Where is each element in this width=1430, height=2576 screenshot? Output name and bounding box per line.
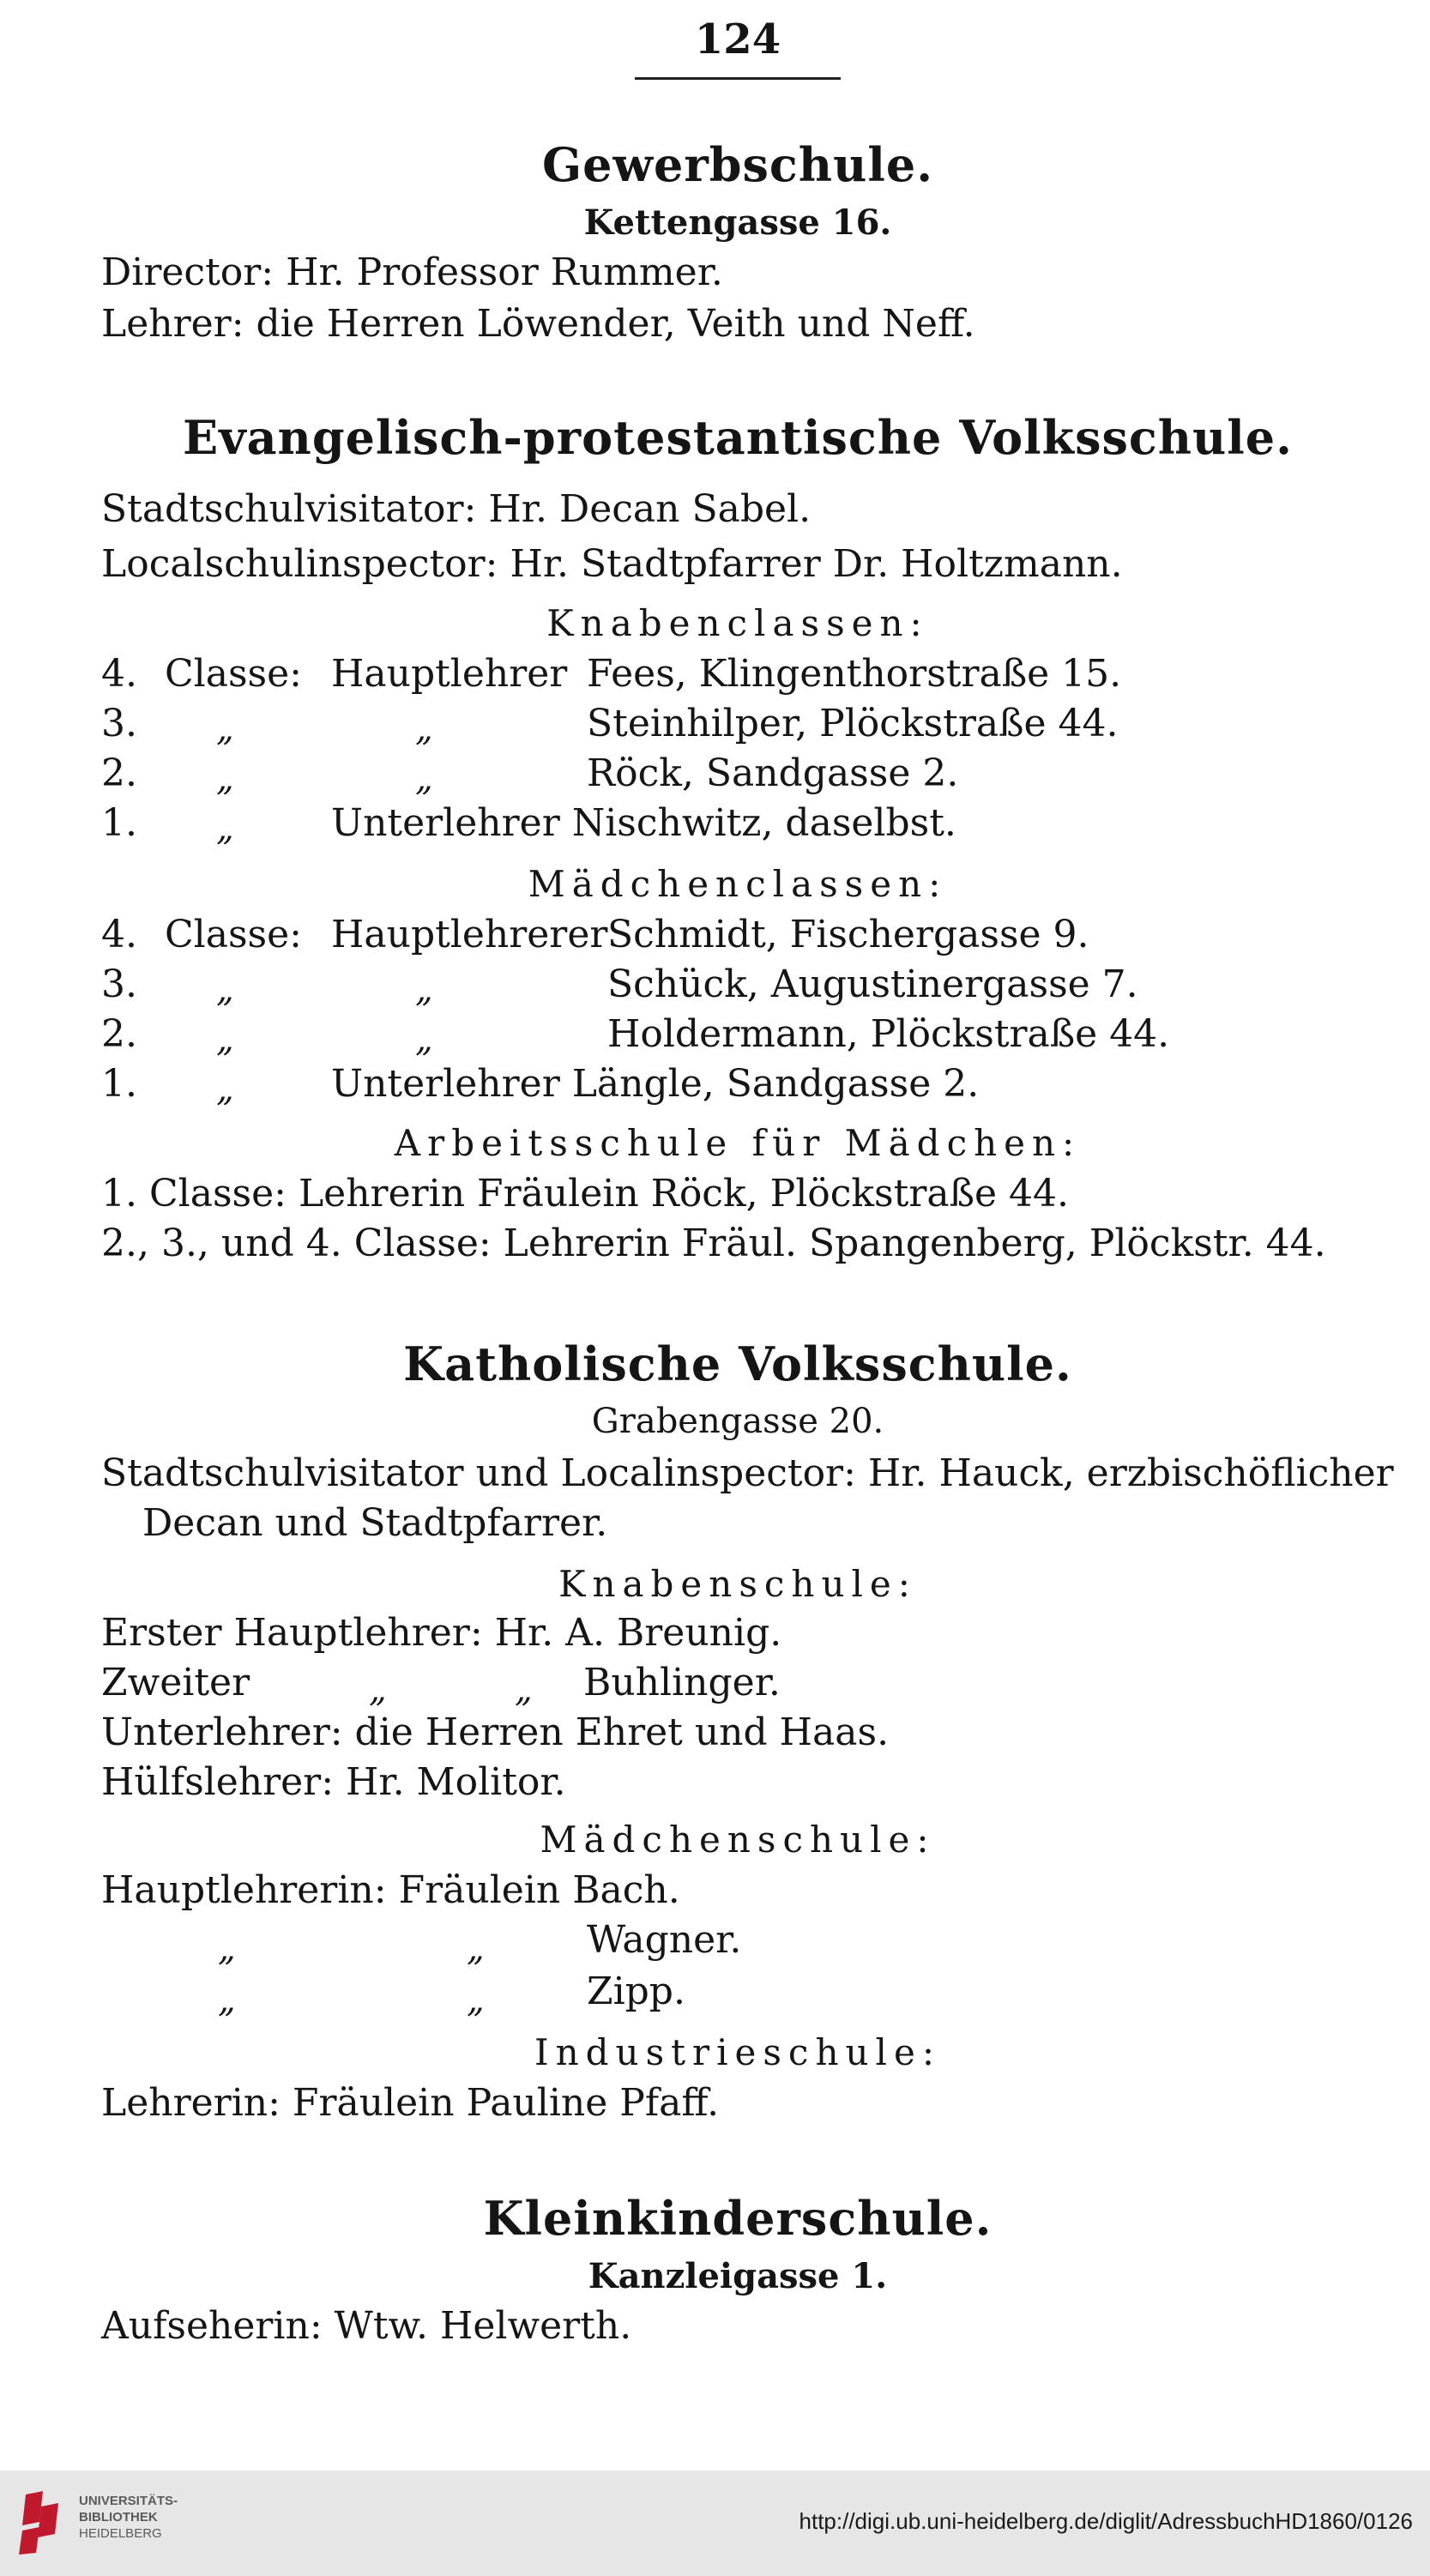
boys-row-name: Röck, Sandgasse 2.	[587, 751, 959, 795]
evangelisch-boys-heading: Knabenclassen:	[546, 602, 929, 644]
gewerbschule-director: Director: Hr. Professor Rummer.	[101, 250, 723, 294]
katholisch-teacher-3-ditto-1: „	[218, 1981, 236, 2020]
katholisch-under-teachers: Unterlehrer: die Herren Ehret und Haas.	[101, 1710, 890, 1754]
boys-row-role: „	[415, 759, 433, 799]
girls-row-role: „	[415, 1020, 433, 1059]
evangelisch-girls-heading: Mädchenclassen:	[528, 863, 948, 905]
girls-row-num: 2.	[101, 1012, 137, 1056]
page-number: 124	[694, 15, 781, 63]
library-name-line3: HEIDELBERG	[79, 2526, 162, 2541]
katholisch-first-teacher: Erster Hauptlehrer: Hr. A. Breunig.	[101, 1611, 782, 1655]
boys-row-num: 3.	[101, 702, 137, 745]
katholisch-visitator-1: Stadtschulvisitator und Localinspector: Hr. Hauck, erzbischöflicher	[101, 1451, 1394, 1495]
boys-row-name: Unterlehrer Nischwitz, daselbst.	[331, 801, 956, 845]
boys-row-role: Hauptlehrer	[331, 652, 568, 696]
girls-row-label: Classe:	[165, 913, 302, 956]
section-title-kleinkinder: Kleinkinderschule.	[483, 2191, 993, 2246]
boys-row-name: Steinhilper, Plöckstraße 44.	[587, 702, 1119, 745]
girls-row-label: „	[216, 1070, 234, 1109]
girls-row-num: 4.	[101, 913, 137, 956]
girls-row-role: Hauptlehrerer	[331, 913, 608, 956]
evangelisch-visitator: Stadtschulvisitator: Hr. Decan Sabel.	[101, 487, 812, 531]
katholisch-teacher-3: Zipp.	[587, 1970, 685, 2013]
footer-bar	[0, 2470, 1430, 2576]
girls-row-name: Schmidt, Fischergasse 9.	[607, 913, 1089, 956]
library-name-line2: BIBLIOTHEK	[79, 2510, 158, 2525]
katholisch-head-teacher: Hauptlehrerin: Fräulein Bach.	[101, 1868, 680, 1912]
katholisch-second-label: Zweiter	[101, 1661, 250, 1704]
evangelisch-inspector: Localschulinspector: Hr. Stadtpfarrer Dr. Holtzmann.	[101, 542, 1123, 586]
girls-row-num: 1.	[101, 1062, 137, 1106]
boys-row-label: „	[216, 709, 234, 749]
girls-row-name: Schück, Augustinergasse 7.	[607, 962, 1138, 1006]
section-title-gewerbschule: Gewerbschule.	[542, 137, 933, 192]
evangelisch-work-heading: Arbeitsschule für Mädchen:	[394, 1122, 1082, 1164]
kleinkinder-supervisor: Aufseherin: Wtw. Helwerth.	[101, 2304, 632, 2348]
katholisch-teacher-2: Wagner.	[587, 1918, 742, 1962]
katholisch-second-name: Buhlinger.	[583, 1661, 781, 1704]
boys-row-label: Classe:	[165, 652, 302, 696]
library-name	[79, 2493, 178, 2542]
boys-row-num: 4.	[101, 652, 137, 696]
boys-row-num: 1.	[101, 801, 137, 845]
gewerbschule-teachers: Lehrer: die Herren Löwender, Veith und Neff.	[101, 302, 975, 346]
girls-row-label: „	[216, 1020, 234, 1059]
girls-row-num: 3.	[101, 962, 137, 1006]
boys-row-num: 2.	[101, 751, 137, 795]
boys-row-name: Fees, Klingenthorstraße 15.	[587, 652, 1122, 696]
library-name-line1: UNIVERSITÄTS-	[79, 2494, 178, 2508]
katholisch-industry-heading: Industrieschule:	[534, 2031, 941, 2073]
katholisch-address: Grabengasse 20.	[591, 1402, 884, 1441]
girls-row-label: „	[216, 970, 234, 1010]
girls-row-name: Unterlehrer Längle, Sandgasse 2.	[331, 1062, 980, 1106]
katholisch-second-ditto-1: „	[369, 1670, 387, 1710]
boys-row-label: „	[216, 759, 234, 799]
gewerbschule-address: Kettengasse 16.	[583, 202, 892, 243]
section-title-katholisch: Katholische Volksschule.	[403, 1336, 1072, 1391]
katholisch-teacher-3-ditto-2: „	[467, 1981, 485, 2020]
katholisch-boys-heading: Knabenschule:	[558, 1563, 917, 1605]
boys-row-role: „	[415, 709, 433, 749]
katholisch-second-ditto-2: „	[515, 1670, 533, 1710]
university-library-logo-icon	[14, 2488, 65, 2556]
digital-source-link[interactable]: http://digi.ub.uni-heidelberg.de/diglit/AdressbuchHD1860/0126	[799, 2508, 1413, 2534]
work-class-1: 1. Classe: Lehrerin Fräulein Röck, Plöckstraße 44.	[101, 1172, 1069, 1216]
katholisch-teacher-2-ditto-1: „	[218, 1929, 236, 1969]
katholisch-teacher-2-ditto-2: „	[467, 1929, 485, 1969]
katholisch-industry-teacher: Lehrerin: Fräulein Pauline Pfaff.	[101, 2081, 720, 2125]
boys-row-label: „	[216, 809, 234, 848]
katholisch-aux-teacher: Hülfslehrer: Hr. Molitor.	[101, 1760, 566, 1804]
girls-row-role: „	[415, 970, 433, 1010]
katholisch-girls-heading: Mädchenschule:	[540, 1819, 936, 1861]
work-class-2-4: 2., 3., und 4. Classe: Lehrerin Fräul. Spangenberg, Plöckstr. 44.	[101, 1222, 1326, 1265]
kleinkinder-address: Kanzleigasse 1.	[588, 2256, 888, 2296]
header-rule	[635, 77, 841, 80]
section-title-evangelisch: Evangelisch-protestantische Volksschule.	[183, 410, 1293, 465]
girls-row-name: Holdermann, Plöckstraße 44.	[607, 1012, 1170, 1056]
katholisch-visitator-2: Decan und Stadtpfarrer.	[142, 1501, 608, 1545]
